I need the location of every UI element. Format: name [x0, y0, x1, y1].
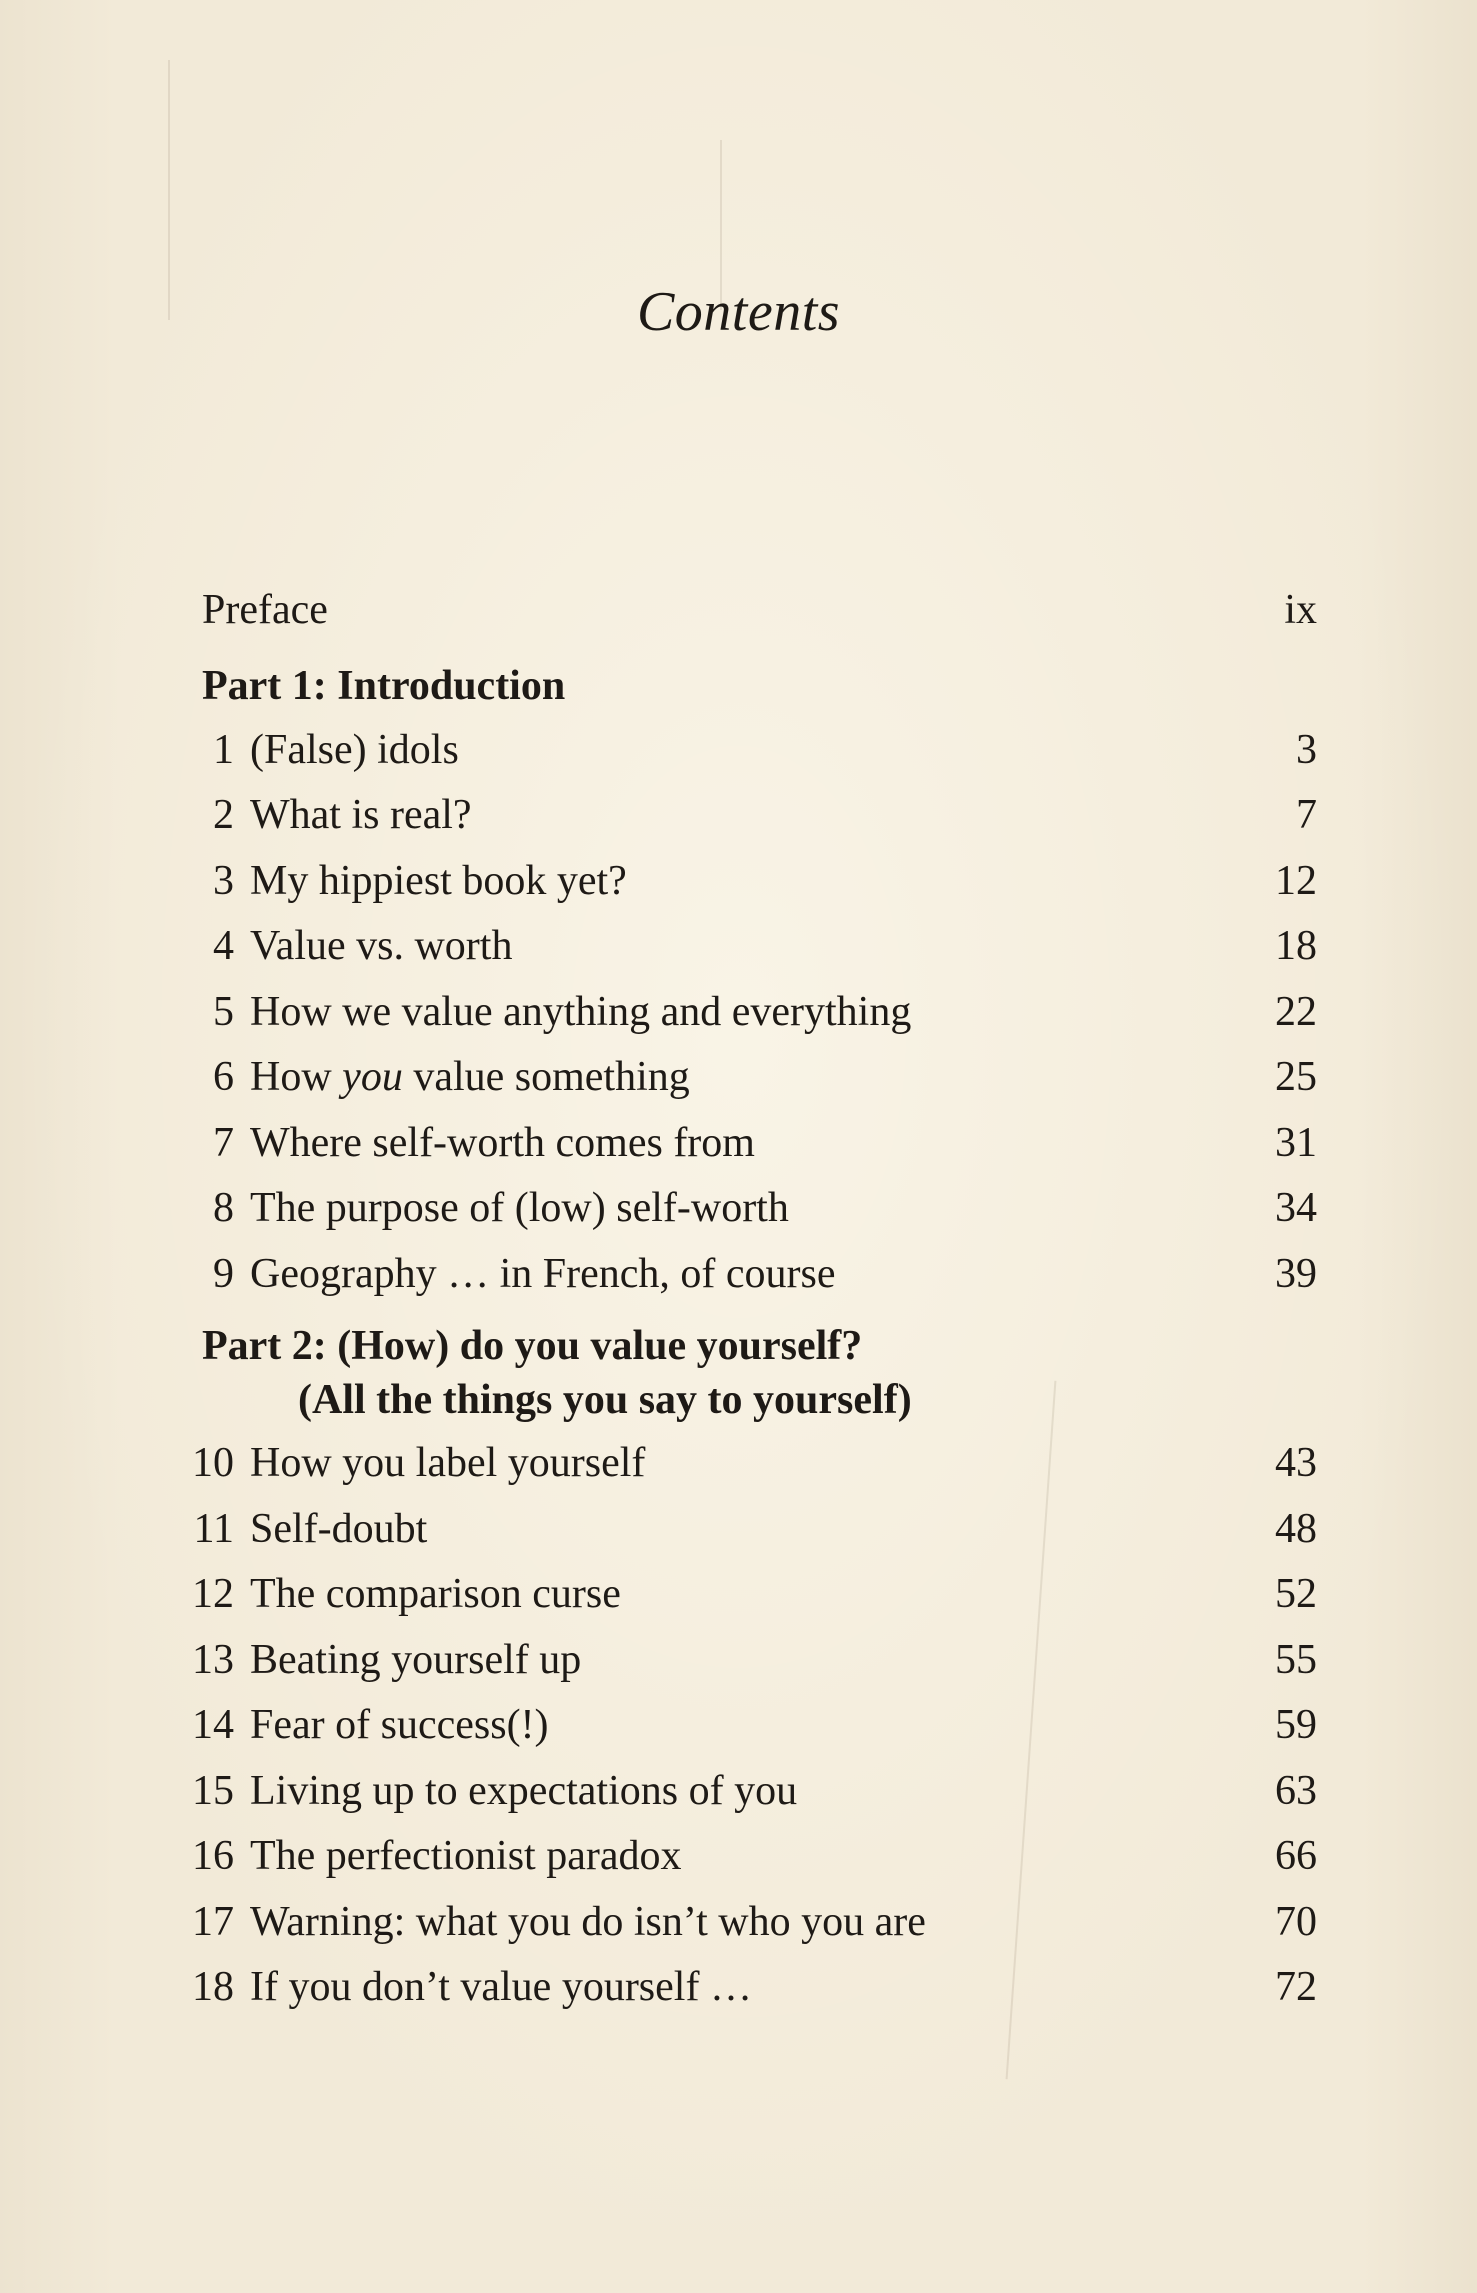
toc-entry[interactable]	[202, 1242, 1317, 1308]
toc-entry-number: 1	[213, 726, 234, 773]
toc-entry-page: 12	[1275, 857, 1317, 904]
toc-entry-title: Self-doubt	[250, 1505, 428, 1552]
toc-entry-page: 55	[1275, 1636, 1317, 1683]
toc-entry[interactable]	[202, 1045, 1317, 1111]
toc-entry-title: The comparison curse	[250, 1571, 621, 1617]
toc-entry[interactable]	[202, 849, 1317, 915]
toc-entry-page: 22	[1275, 988, 1317, 1035]
toc-entry-number: 10	[192, 1440, 234, 1486]
toc-entry-number: 2	[213, 792, 234, 838]
toc-entry-page: 18	[1275, 923, 1317, 969]
toc-entry-page: 59	[1275, 1702, 1317, 1748]
toc-entry-number: 15	[192, 1767, 234, 1814]
toc-entry-page: 70	[1275, 1898, 1317, 1945]
toc-entry-number: 16	[192, 1833, 234, 1879]
toc-entry-number: 6	[213, 1054, 234, 1100]
toc-entry[interactable]	[192, 1824, 1317, 1890]
toc-entry[interactable]	[202, 980, 1317, 1046]
table-of-contents	[192, 578, 1317, 2021]
part-1-heading: Part 1: Introduction	[202, 662, 566, 709]
toc-entry-number: 14	[192, 1702, 234, 1748]
toc-entry-page: 43	[1275, 1440, 1317, 1486]
toc-entry-title	[250, 1045, 690, 1111]
part-2-heading-line-1: Part 2: (How) do you value yourself?	[202, 1323, 863, 1369]
toc-entry-number: 18	[192, 1964, 234, 2010]
toc-entry-title: Value vs. worth	[250, 923, 513, 969]
page-title: Contents	[636, 281, 841, 343]
toc-entry-title: Warning: what you do isn’t who you are	[250, 1898, 926, 1945]
toc-entry[interactable]	[202, 718, 1317, 784]
toc-entry-title: (False) idols	[250, 726, 459, 773]
toc-entry[interactable]	[192, 1890, 1317, 1956]
toc-entry[interactable]	[192, 1955, 1317, 2021]
toc-entry-title: The perfectionist paradox	[250, 1833, 682, 1879]
toc-entry[interactable]	[192, 1628, 1317, 1694]
toc-entry-page: 72	[1275, 1964, 1317, 2010]
toc-entry[interactable]	[192, 1562, 1317, 1628]
toc-entry-title: Where self-worth comes from	[250, 1119, 755, 1166]
toc-entry-title: Living up to expectations of you	[250, 1767, 798, 1814]
toc-entry-page: ix	[1284, 587, 1317, 633]
toc-entry-page: 3	[1296, 726, 1317, 773]
toc-entry-number: 9	[213, 1250, 234, 1297]
toc-entry-title: Beating yourself up	[250, 1636, 582, 1683]
toc-entry-number: 17	[192, 1898, 234, 1945]
toc-entry-number: 11	[193, 1505, 234, 1552]
toc-entry-page: 63	[1275, 1767, 1317, 1814]
title-part: How	[250, 1054, 343, 1100]
toc-entry[interactable]	[193, 1497, 1317, 1563]
toc-entry-number: 7	[213, 1119, 234, 1166]
toc-entry-page: 66	[1275, 1833, 1317, 1879]
part-2-heading-line-2: (All the things you say to yourself)	[298, 1377, 912, 1423]
toc-entry-page: 25	[1275, 1054, 1317, 1100]
part-2-heading	[202, 1319, 1317, 1427]
title-emphasis: you	[342, 1054, 403, 1100]
toc-entry-title: My hippiest book yet?	[250, 857, 627, 904]
toc-entry-number: 8	[213, 1185, 234, 1231]
toc-entry-page: 34	[1275, 1185, 1317, 1231]
toc-entry-page: 52	[1275, 1571, 1317, 1617]
toc-entry-title: Fear of success(!)	[250, 1702, 549, 1748]
toc-entry[interactable]	[202, 1176, 1317, 1242]
toc-entry-title: Preface	[202, 587, 328, 633]
toc-entry-number: 12	[192, 1571, 234, 1617]
toc-entry-title: How you label yourself	[250, 1440, 646, 1486]
toc-entry[interactable]	[192, 1431, 1317, 1497]
toc-entry-number: 3	[213, 857, 234, 904]
toc-entry-number: 5	[213, 988, 234, 1035]
toc-entry-page: 48	[1275, 1505, 1317, 1552]
toc-entry[interactable]	[192, 1759, 1317, 1825]
toc-entry-number: 4	[213, 923, 234, 969]
toc-entry-preface[interactable]	[202, 578, 1317, 644]
title-part: value something	[402, 1054, 690, 1100]
toc-entry[interactable]	[202, 1111, 1317, 1177]
toc-entry-title: Geography … in French, of course	[250, 1250, 836, 1297]
toc-entry-page: 39	[1275, 1250, 1317, 1297]
toc-entry-title: What is real?	[250, 792, 472, 838]
toc-entry-title: The purpose of (low) self-worth	[250, 1185, 789, 1231]
toc-entry[interactable]	[192, 1693, 1317, 1759]
toc-entry-title: If you don’t value yourself …	[250, 1964, 752, 2010]
toc-entry-title: How we value anything and everything	[250, 988, 912, 1035]
toc-entry[interactable]	[202, 783, 1317, 849]
toc-entry[interactable]	[202, 914, 1317, 980]
toc-entry-number: 13	[192, 1636, 234, 1683]
toc-entry-page: 7	[1296, 792, 1317, 838]
toc-entry-page: 31	[1275, 1119, 1317, 1166]
